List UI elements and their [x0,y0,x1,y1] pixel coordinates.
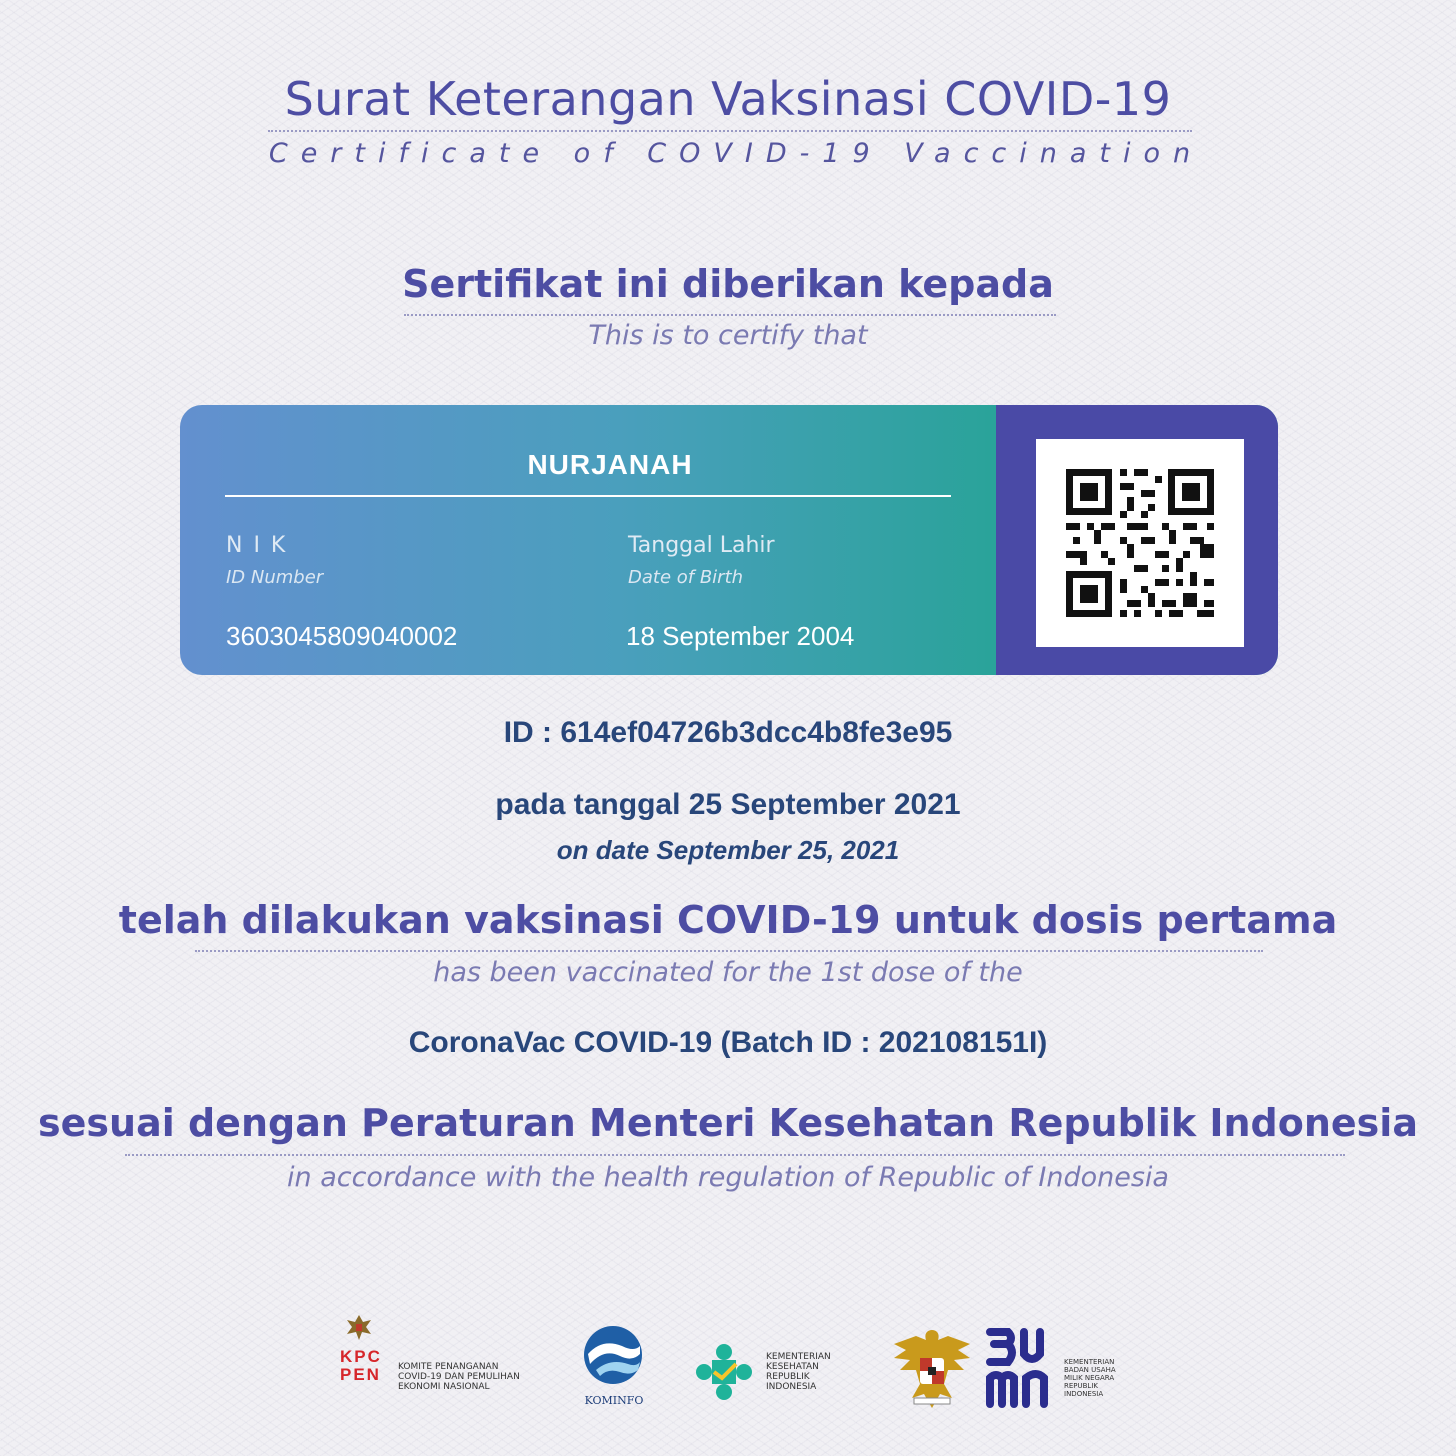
nik-label-en: ID Number [226,567,324,588]
bumn-emblem-icon [984,1324,1054,1410]
garuda-logo [892,1324,972,1414]
vaccine-name: CoronaVac COVID-19 (Batch ID : 202108151I) [408,1026,1048,1059]
dose-heading-en: has been vaccinated for the 1st dose of the [433,957,1023,988]
vaccination-date: pada tanggal 25 September 2021 [495,788,961,821]
name-divider [225,495,951,497]
garuda-pancasila-icon [892,1324,972,1414]
kominfo-logo [572,1324,656,1420]
certificate-id: ID : 614ef04726b3dcc4b8fe3e95 [503,716,953,749]
vaccination-date-en: on date September 25, 2021 [556,835,900,865]
qr-code[interactable] [1036,439,1244,647]
kpc-text: KPC [340,1347,382,1366]
intro-heading: Sertifikat ini diberikan kepada [402,262,1054,306]
footer-logos [0,1310,1456,1420]
kpc-desc-2: COVID-19 DAN PEMULIHAN [398,1372,520,1382]
nik-value: 3603045809040002 [226,621,458,651]
nik-label: N I K [226,533,288,558]
bumn-text-2: BADAN USAHA [1064,1366,1116,1374]
identity-card [180,405,1278,675]
regulation-heading-en: in accordance with the health regulation of Republic of Indonesia [287,1162,1169,1193]
dose-heading: telah dilakukan vaksinasi COVID-19 untuk dosis pertama [118,898,1338,942]
kominfo-text: KOMINFO [584,1394,644,1407]
pen-text: PEN [340,1365,381,1384]
kpc-desc-1: KOMITE PENANGANAN [398,1362,499,1372]
dob-label-en: Date of Birth [628,567,744,588]
bumn-text-1: KEMENTERIAN [1064,1358,1115,1366]
dob-value: 18 September 2004 [626,621,855,651]
regulation-divider [125,1154,1345,1156]
kemenkes-logo [692,1340,852,1410]
kemenkes-text-4: INDONESIA [766,1382,817,1392]
certificate-title: Surat Keterangan Vaksinasi COVID-19 [284,72,1172,126]
title-divider [268,130,1192,132]
dob-label: Tanggal Lahir [628,533,775,558]
kominfo-emblem-icon [582,1324,644,1386]
garuda-small-icon [344,1312,374,1342]
kpc-pen-logo [340,1310,540,1420]
bumn-text-4: REPUBLIK [1064,1382,1098,1390]
qr-panel [996,405,1278,675]
kemenkes-text-3: REPUBLIK [766,1372,810,1382]
qr-code-icon [1036,439,1244,647]
certificate-subtitle: Certificate of COVID-19 Vaccination [268,138,1204,169]
regulation-heading: sesuai dengan Peraturan Menteri Kesehatan Republik Indonesia [38,1101,1418,1145]
holder-name: NURJANAH [527,449,693,480]
intro-heading-en: This is to certify that [588,320,868,351]
kemenkes-text-2: KESEHATAN [766,1362,819,1372]
kpc-desc-3: EKONOMI NASIONAL [398,1382,490,1392]
dose-divider [195,950,1263,952]
kemenkes-text-1: KEMENTERIAN [766,1352,831,1362]
bumn-text-3: MILIK NEGARA [1064,1374,1115,1382]
bumn-logo [984,1324,1134,1414]
intro-divider [404,314,1056,316]
bumn-text-5: INDONESIA [1064,1390,1104,1398]
kemenkes-emblem-icon [692,1340,756,1404]
